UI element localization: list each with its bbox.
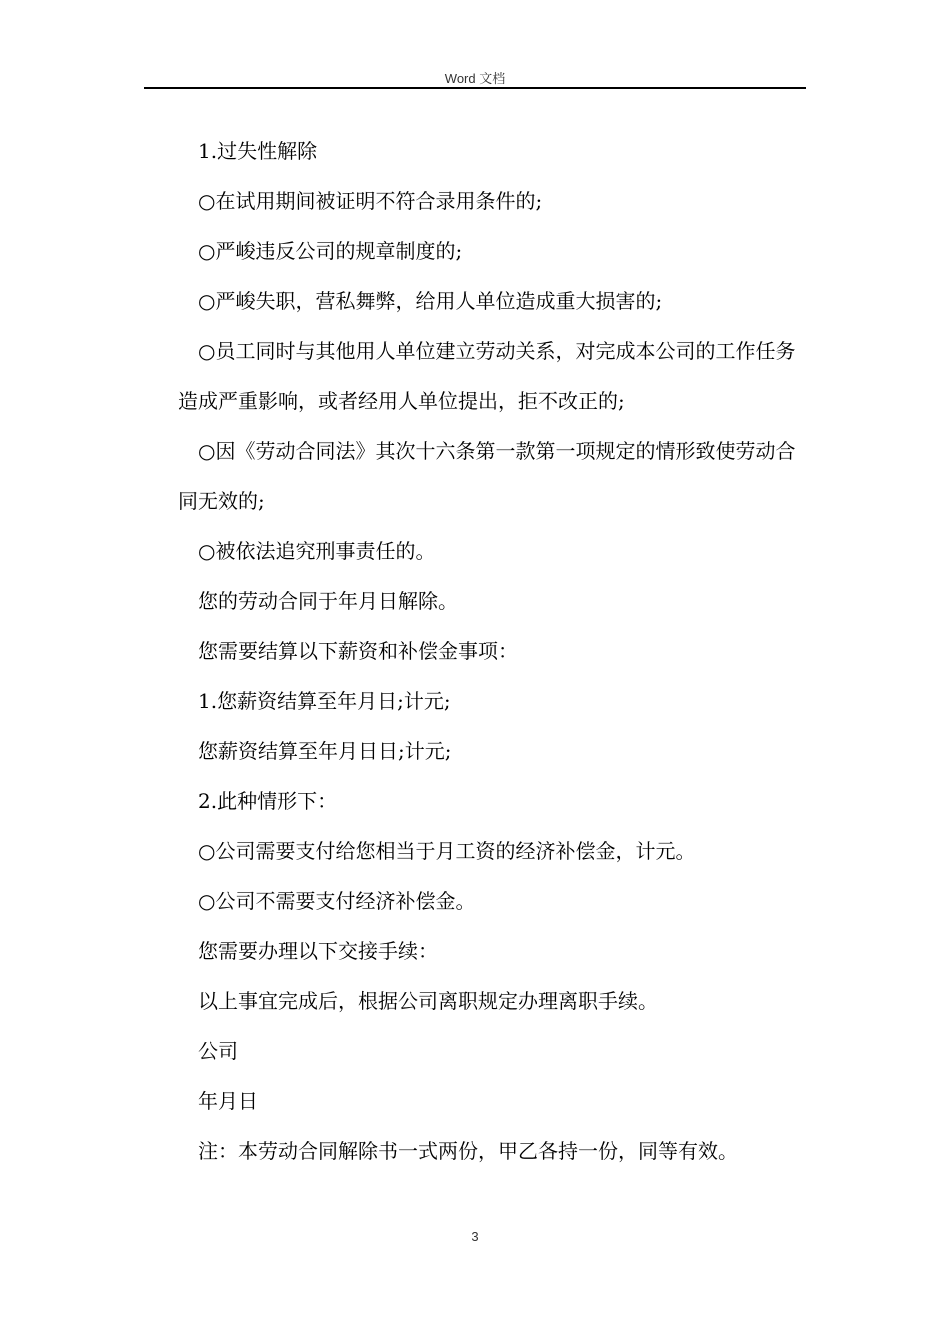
- paragraph: 1.您薪资结算至年月日;计元;: [198, 689, 451, 713]
- paragraph: ○因《劳动合同法》其次十六条第一款第一项规定的情形致使劳动合同无效的;: [178, 439, 796, 513]
- paragraph: 您的劳动合同于年月日解除。: [198, 589, 458, 613]
- paragraph: ○公司需要支付给您相当于月工资的经济补偿金，计元。: [198, 839, 696, 863]
- paragraph: ○严峻失职，营私舞弊，给用人单位造成重大损害的;: [198, 289, 663, 313]
- paragraph: 您需要办理以下交接手续：: [198, 939, 438, 963]
- note-paragraph: 注：本劳动合同解除书一式两份，甲乙各持一份，同等有效。: [198, 1139, 738, 1163]
- paragraph: ○严峻违反公司的规章制度的;: [198, 239, 463, 263]
- paragraph: 1.过失性解除: [198, 139, 318, 163]
- paragraph: ○被依法追究刑事责任的。: [198, 539, 436, 563]
- paragraph: ○公司不需要支付经济补偿金。: [198, 889, 476, 913]
- paragraph: 您需要结算以下薪资和补偿金事项：: [198, 639, 518, 663]
- document-body: [178, 126, 798, 1176]
- paragraph: ○在试用期间被证明不符合录用条件的;: [198, 189, 543, 213]
- signature-company: 公司: [198, 1039, 238, 1063]
- paragraph: 以上事宜完成后，根据公司离职规定办理离职手续。: [198, 989, 658, 1013]
- header-divider: [144, 87, 806, 89]
- paragraph: 您薪资结算至年月日日;计元;: [198, 739, 452, 763]
- paragraph: ○员工同时与其他用人单位建立劳动关系，对完成本公司的工作任务造成严重影响，或者经用人单位提出，拒不改正的;: [178, 339, 796, 413]
- page-number: 3: [471, 1229, 479, 1244]
- document-header-title: Word 文档: [444, 71, 506, 86]
- paragraph: 2.此种情形下：: [198, 789, 338, 813]
- signature-date: 年月日: [198, 1089, 258, 1113]
